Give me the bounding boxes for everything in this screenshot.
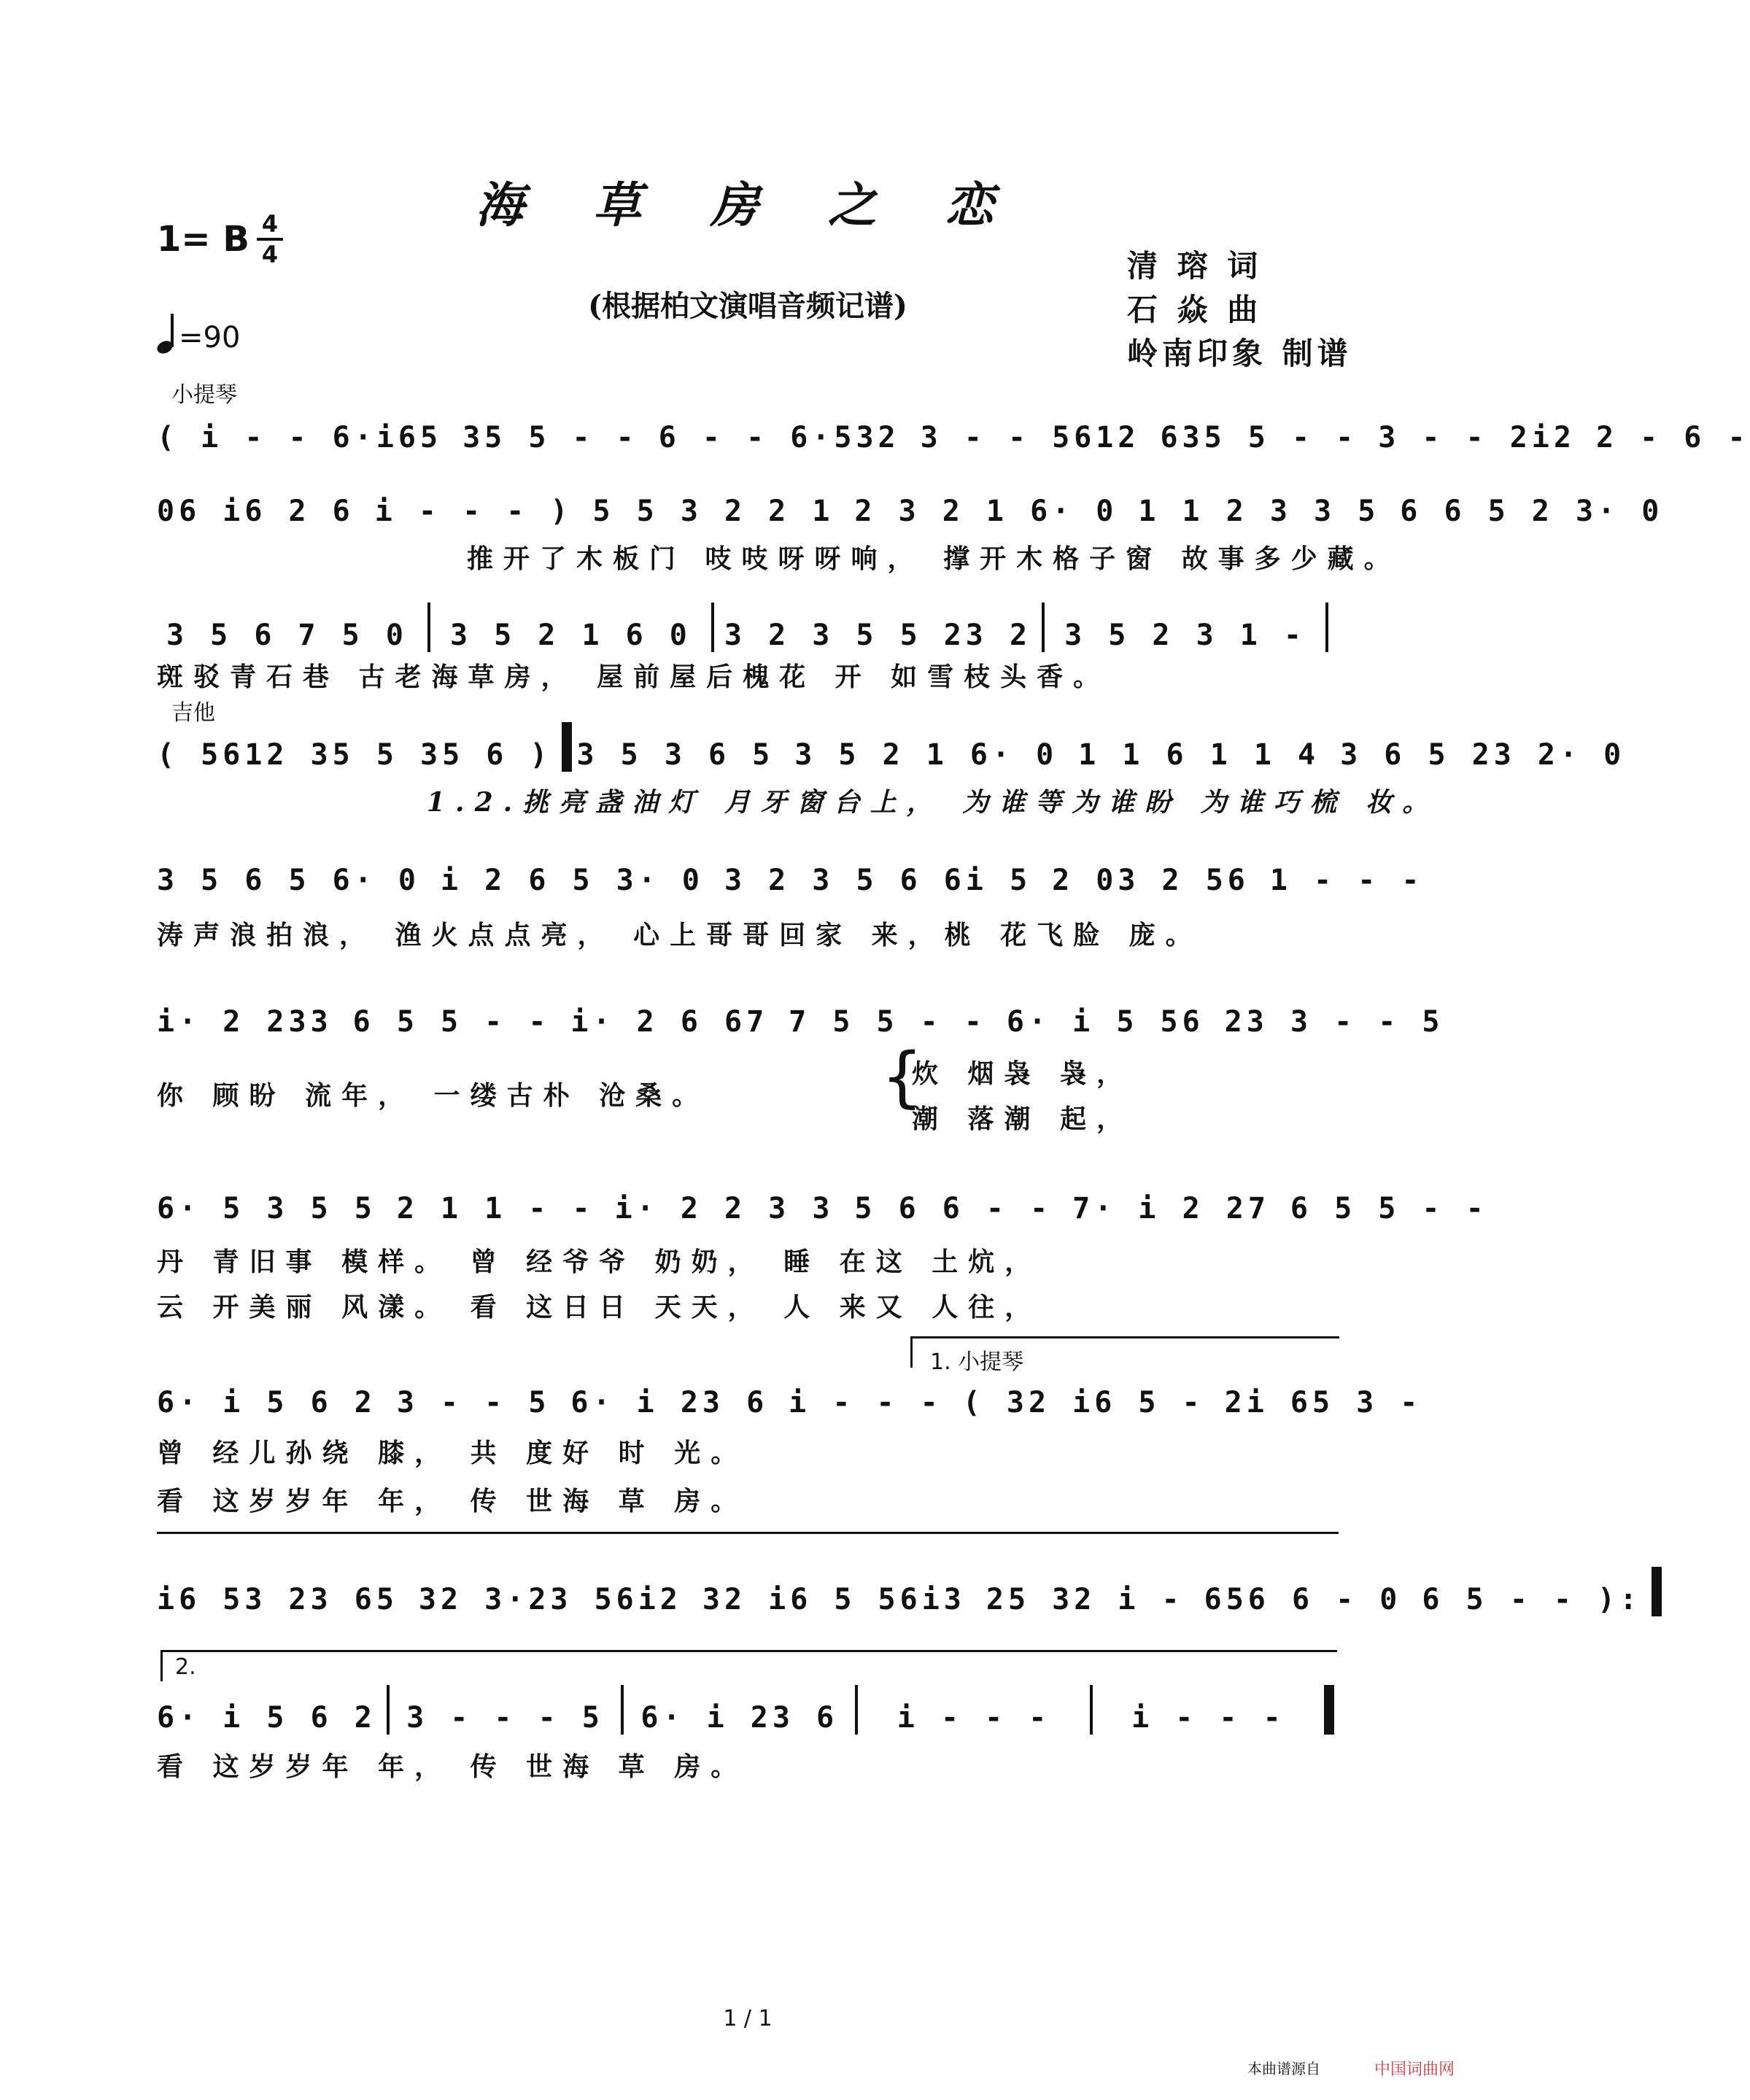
measure: 3 5 3 6 5: [576, 738, 775, 772]
music-line-3: [157, 603, 1339, 652]
measure: 3 - - 2i2: [1378, 421, 1576, 454]
music-line-6: [157, 989, 1444, 1039]
measure: 3 2 3 5 5 23 2: [724, 619, 1032, 652]
volta-2-bracket: [160, 1650, 1337, 1681]
measure: 2i 65 3 -: [1224, 1386, 1422, 1419]
measure: 5 6 6 - -: [854, 1192, 1053, 1225]
volta-1-continuation-line: [157, 1532, 1339, 1534]
measure: 2 03 2 56: [1052, 864, 1250, 897]
lyric-line: 1.2.挑亮盏油灯 月牙窗台上， 为谁等为谁盼 为谁巧梳 妆。: [427, 787, 1439, 818]
measure: i· 2 2 3 3: [614, 1192, 835, 1225]
measure: 1 1 6 1 1 4: [1078, 738, 1320, 772]
music-line-5: [157, 848, 1424, 897]
measure: 6· i 5 56: [1006, 1005, 1204, 1039]
lyric-line: 看 这岁岁年 年， 传 世海 草 房。: [157, 1751, 748, 1782]
measure: 3 6 5 23 2· 0: [1340, 738, 1626, 772]
measure: 32 i6 5 56i3: [702, 1583, 966, 1616]
lyric-line: 丹 青旧事 模样。 曾 经爷爷 奶奶， 睡 在这 土炕，: [157, 1247, 1042, 1277]
measure: i - - -: [789, 1386, 942, 1419]
measure: ( 5612 35 5 35 6 ): [157, 738, 552, 772]
final-barline: [1324, 1685, 1334, 1735]
measure: 6· i 23 6: [570, 1386, 769, 1419]
measure: i6 53 23 65: [157, 1583, 398, 1616]
measure: 3 5 6 7 5 0: [166, 619, 408, 652]
measure: 1 - - -: [1269, 864, 1424, 897]
tempo-marking: [157, 318, 240, 354]
time-signature-top: 4: [261, 210, 279, 238]
music-line-7: [157, 1176, 1488, 1225]
measure: 6 5 5 - -: [1290, 1192, 1488, 1225]
measure: ( 32 i6 5 -: [962, 1386, 1204, 1419]
measure: 3 5 2 1 6· 0: [794, 738, 1058, 772]
lyric-line: 曾 经儿孙绕 膝， 共 度好 时 光。: [157, 1438, 748, 1468]
measure: 3 5 2 3 1 -: [1064, 619, 1306, 652]
song-subtitle: (根据柏文演唱音频记谱): [588, 289, 907, 323]
repeat-start-barline: [562, 722, 572, 772]
key-signature: 1= B: [157, 219, 249, 260]
measure: 6 5 5 - -: [352, 1005, 551, 1039]
measure: 2 - 6 -: [1595, 421, 1750, 454]
measure: 3 - - - 5: [406, 1701, 604, 1735]
lyric-brace: {: [881, 1039, 924, 1115]
repeat-end-barline: [1652, 1567, 1662, 1616]
instrument-label-guitar: 吉他: [171, 700, 215, 726]
tempo-value: =90: [179, 321, 241, 354]
measure: 5 5 3 2 2 1: [592, 495, 835, 528]
measure: 6· i 5 6 2: [157, 1701, 376, 1735]
measure: i· 2 6 67: [570, 1005, 769, 1039]
source-site-link[interactable]: 中国词曲网: [1374, 2061, 1455, 2079]
measure: 6 - - 6·532: [658, 421, 900, 454]
music-line-8: [157, 1370, 1422, 1419]
music-line-9: [157, 1567, 1642, 1616]
volta-1-label: 1. 小提琴: [930, 1349, 1024, 1375]
measure: 3 5 6 5 6· 0: [157, 864, 420, 897]
measure: 32 3·23 56i2: [418, 1583, 682, 1616]
measure: 35 5 - -: [462, 421, 638, 454]
measure: 6 5 - - ):: [1422, 1583, 1642, 1616]
lyric-line-verse-a: 炊 烟袅 袅，: [912, 1058, 1134, 1089]
arranger-credit: 岭南印象 制谱: [1127, 336, 1352, 371]
measure: 3 - - 5: [396, 1386, 551, 1419]
lyric-line: 涛声浪拍浪， 渔火点点亮， 心上哥哥回家 来，桃 花飞脸 庞。: [157, 920, 1202, 950]
measure: 2 3 2 1 6· 0: [854, 495, 1118, 528]
source-label: 本曲谱源自: [1247, 2060, 1320, 2077]
measure: 3 - - 5612: [920, 421, 1140, 454]
lyric-line: 看 这岁岁年 年， 传 世海 草 房。: [157, 1486, 748, 1516]
measure: 25 32 i -: [986, 1583, 1184, 1616]
music-line-1: [157, 405, 1750, 454]
measure: i 2 6 5 3· 0: [440, 864, 704, 897]
volta-2-label: 2.: [175, 1654, 196, 1680]
song-title: 海 草 房 之 恋: [476, 177, 1020, 233]
measure: 656 6 - 0: [1204, 1583, 1402, 1616]
lyric-line: 云 开美丽 风漾。 看 这日日 天天， 人 来又 人往，: [157, 1292, 1042, 1322]
measure: 6 6 5 2 3· 0: [1400, 495, 1664, 528]
measure: 1 1 2 3 3 5: [1138, 495, 1380, 528]
composer-credit: 石 焱 曲: [1127, 292, 1263, 328]
quarter-note-icon: [157, 318, 179, 354]
measure: 7· i 2 27: [1072, 1192, 1270, 1225]
measure: i· 2 233: [157, 1005, 333, 1039]
measure: ( i - - 6·i65: [157, 421, 443, 454]
measure: 2 1 1 - -: [396, 1192, 595, 1225]
measure: i - - - ): [374, 495, 573, 528]
lyric-line: 斑驳青石巷 古老海草房， 屋前屋后槐花 开 如雪枝头香。: [157, 662, 1110, 692]
measure: 06 i6 2 6: [157, 495, 355, 528]
lyric-line-verse-b: 潮 落潮 起，: [912, 1104, 1134, 1134]
time-signature: [257, 212, 283, 267]
music-line-10: [157, 1685, 1339, 1735]
lyric-line: 推开了木板门 吱吱呀呀响， 撑开木格子窗 故事多少藏。: [467, 543, 1401, 574]
lyric-line: 你 顾盼 流年， 一缕古朴 沧桑。: [157, 1080, 709, 1111]
measure: 6· i 5 6 2: [157, 1386, 376, 1419]
measure: i - - -: [1131, 1701, 1285, 1735]
measure: 6· i 23 6: [640, 1701, 839, 1735]
measure: 3 5 2 1 6 0: [449, 619, 692, 652]
measure: 23 3 - - 5: [1224, 1005, 1444, 1039]
measure: 3 2 3 5 6 6i 5: [724, 864, 1032, 897]
instrument-label-violin: 小提琴: [171, 382, 237, 408]
music-line-2: [157, 478, 1664, 528]
time-signature-bottom: 4: [261, 241, 279, 268]
lyricist-credit: 清 瑢 词: [1127, 248, 1263, 284]
music-line-4: [157, 722, 1626, 772]
measure: i - - -: [897, 1701, 1051, 1735]
measure: 7 5 5 - -: [789, 1005, 986, 1039]
page-number: 1 / 1: [723, 2006, 773, 2031]
measure: 635 5 - -: [1160, 421, 1358, 454]
measure: 6· 5 3 5 5: [157, 1192, 376, 1225]
